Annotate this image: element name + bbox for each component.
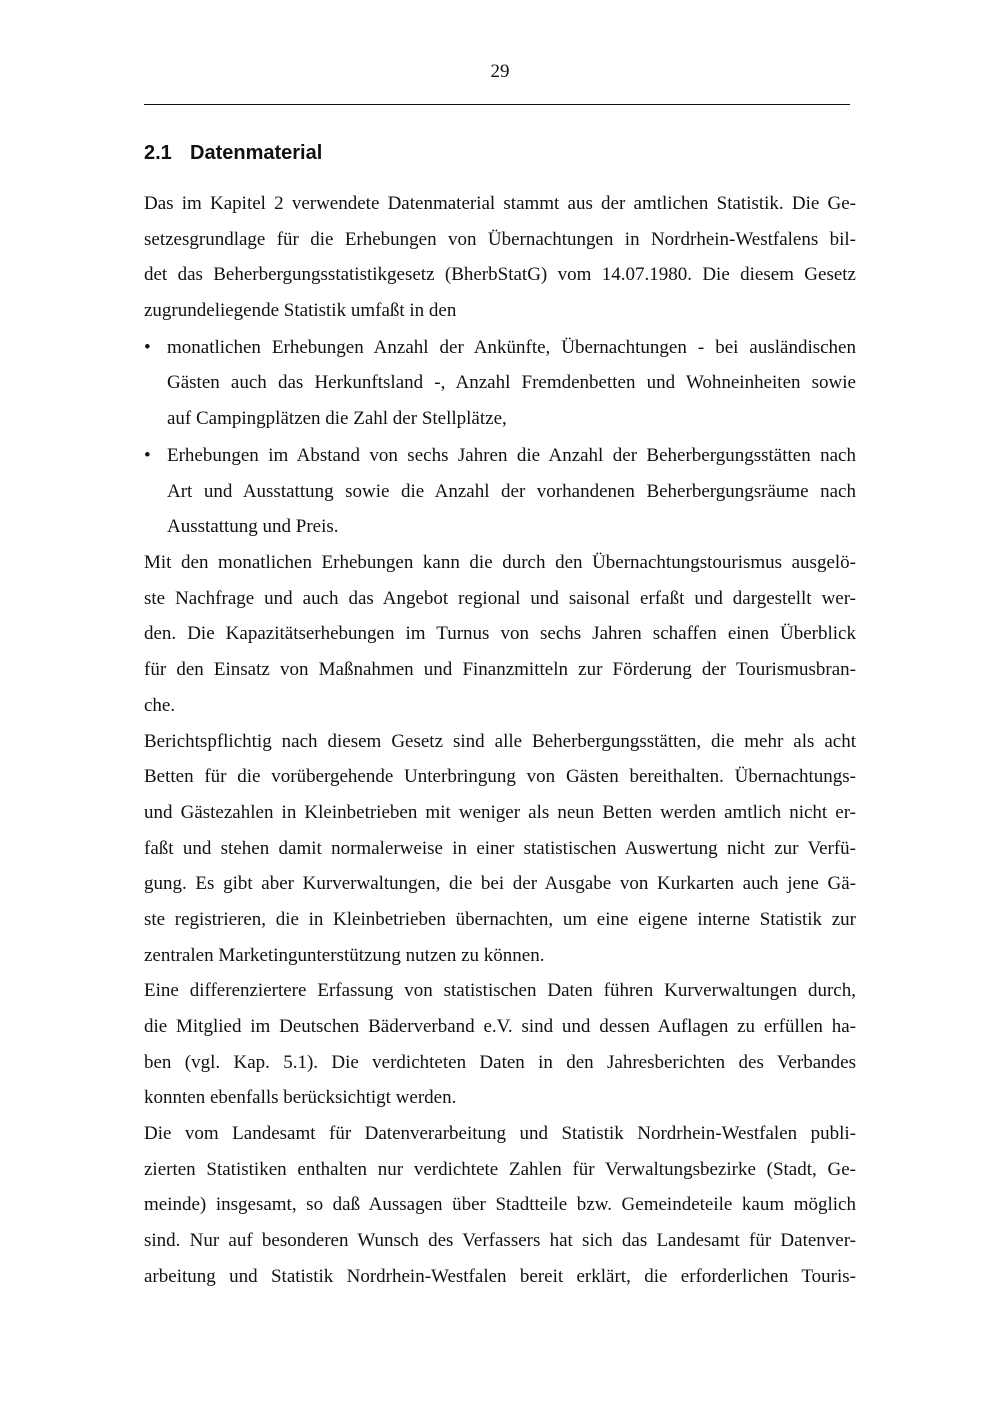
- bullet-marker: •: [144, 445, 151, 466]
- text-line: arbeitung und Statistik Nordrhein-Westfalen bereit erklärt, die erforderlichen Touris-: [144, 1266, 856, 1287]
- text-line: faßt und stehen damit normalerweise in einer statistischen Auswertung nicht zur Verfü-: [144, 838, 856, 859]
- text-line: und Gästezahlen in Kleinbetrieben mit weniger als neun Betten werden amtlich nicht er-: [144, 802, 856, 823]
- text-line: zugrundeliegende Statistik umfaßt in den: [144, 300, 457, 321]
- text-line: ben (vgl. Kap. 5.1). Die verdichteten Daten in den Jahresberichten des Verbandes: [144, 1052, 856, 1073]
- text-line: ste Nachfrage und auch das Angebot regional und saisonal erfaßt und dargestellt wer-: [144, 588, 856, 609]
- bullet-line: Gästen auch das Herkunftsland -, Anzahl Fremdenbetten und Wohneinheiten sowie: [167, 372, 856, 393]
- section-title: Datenmaterial: [190, 142, 323, 164]
- bullet-line: monatlichen Erhebungen Anzahl der Ankünfte, Übernachtungen - bei ausländischen: [167, 337, 856, 358]
- text-line: meinde) insgesamt, so daß Aussagen über Stadtteile bzw. Gemeindeteile kaum möglich: [144, 1194, 856, 1215]
- text-line: che.: [144, 695, 176, 716]
- page-number: 29: [490, 61, 510, 82]
- section-heading: [144, 140, 322, 166]
- section-number: 2.1: [144, 142, 172, 164]
- text-line: setzesgrundlage für die Erhebungen von Übernachtungen in Nordrhein-Westfalens bil-: [144, 229, 856, 250]
- bullet-marker: •: [144, 337, 151, 358]
- bullet-line: Art und Ausstattung sowie die Anzahl der vorhandenen Beherbergungsräume nach: [167, 481, 856, 502]
- text-line: gung. Es gibt aber Kurverwaltungen, die bei der Ausgabe von Kurkarten auch jene Gä-: [144, 873, 856, 894]
- text-line: sind. Nur auf besonderen Wunsch des Verfassers hat sich das Landesamt für Datenver-: [144, 1230, 856, 1251]
- text-line: Mit den monatlichen Erhebungen kann die durch den Übernachtungstourismus ausgelö-: [144, 552, 856, 573]
- text-line: zierten Statistiken enthalten nur verdichtete Zahlen für Verwaltungsbezirke (Stadt, Ge-: [144, 1159, 856, 1180]
- bullet-line: auf Campingplätzen die Zahl der Stellplätze,: [167, 408, 507, 429]
- text-line: die Mitglied im Deutschen Bäderverband e.V. sind und dessen Auflagen zu erfüllen ha-: [144, 1016, 856, 1037]
- text-line: für den Einsatz von Maßnahmen und Finanzmitteln zur Förderung der Tourismusbran-: [144, 659, 856, 680]
- text-line: Betten für die vorübergehende Unterbringung von Gästen bereithalten. Übernachtungs-: [144, 766, 856, 787]
- text-line: ste registrieren, die in Kleinbetrieben übernachten, um eine eigene interne Statistik zur: [144, 909, 856, 930]
- header-rule: [144, 104, 850, 105]
- text-line: konnten ebenfalls berücksichtigt werden.: [144, 1087, 457, 1108]
- text-line: den. Die Kapazitätserhebungen im Turnus von sechs Jahren schaffen einen Überblick: [144, 623, 856, 644]
- text-line: det das Beherbergungsstatistikgesetz (BherbStatG) vom 14.07.1980. Die diesem Gesetz: [144, 264, 856, 285]
- bullet-line: Erhebungen im Abstand von sechs Jahren die Anzahl der Beherbergungsstätten nach: [167, 445, 856, 466]
- text-line: Die vom Landesamt für Datenverarbeitung und Statistik Nordrhein-Westfalen publi-: [144, 1123, 856, 1144]
- text-line: Berichtspflichtig nach diesem Gesetz sind alle Beherbergungsstätten, die mehr als acht: [144, 731, 856, 752]
- text-line: Eine differenziertere Erfassung von statistischen Daten führen Kurverwaltungen durch,: [144, 980, 856, 1001]
- text-line: zentralen Marketingunterstützung nutzen zu können.: [144, 945, 545, 966]
- bullet-line: Ausstattung und Preis.: [167, 516, 339, 537]
- text-line: Das im Kapitel 2 verwendete Datenmaterial stammt aus der amtlichen Statistik. Die Ge-: [144, 193, 856, 214]
